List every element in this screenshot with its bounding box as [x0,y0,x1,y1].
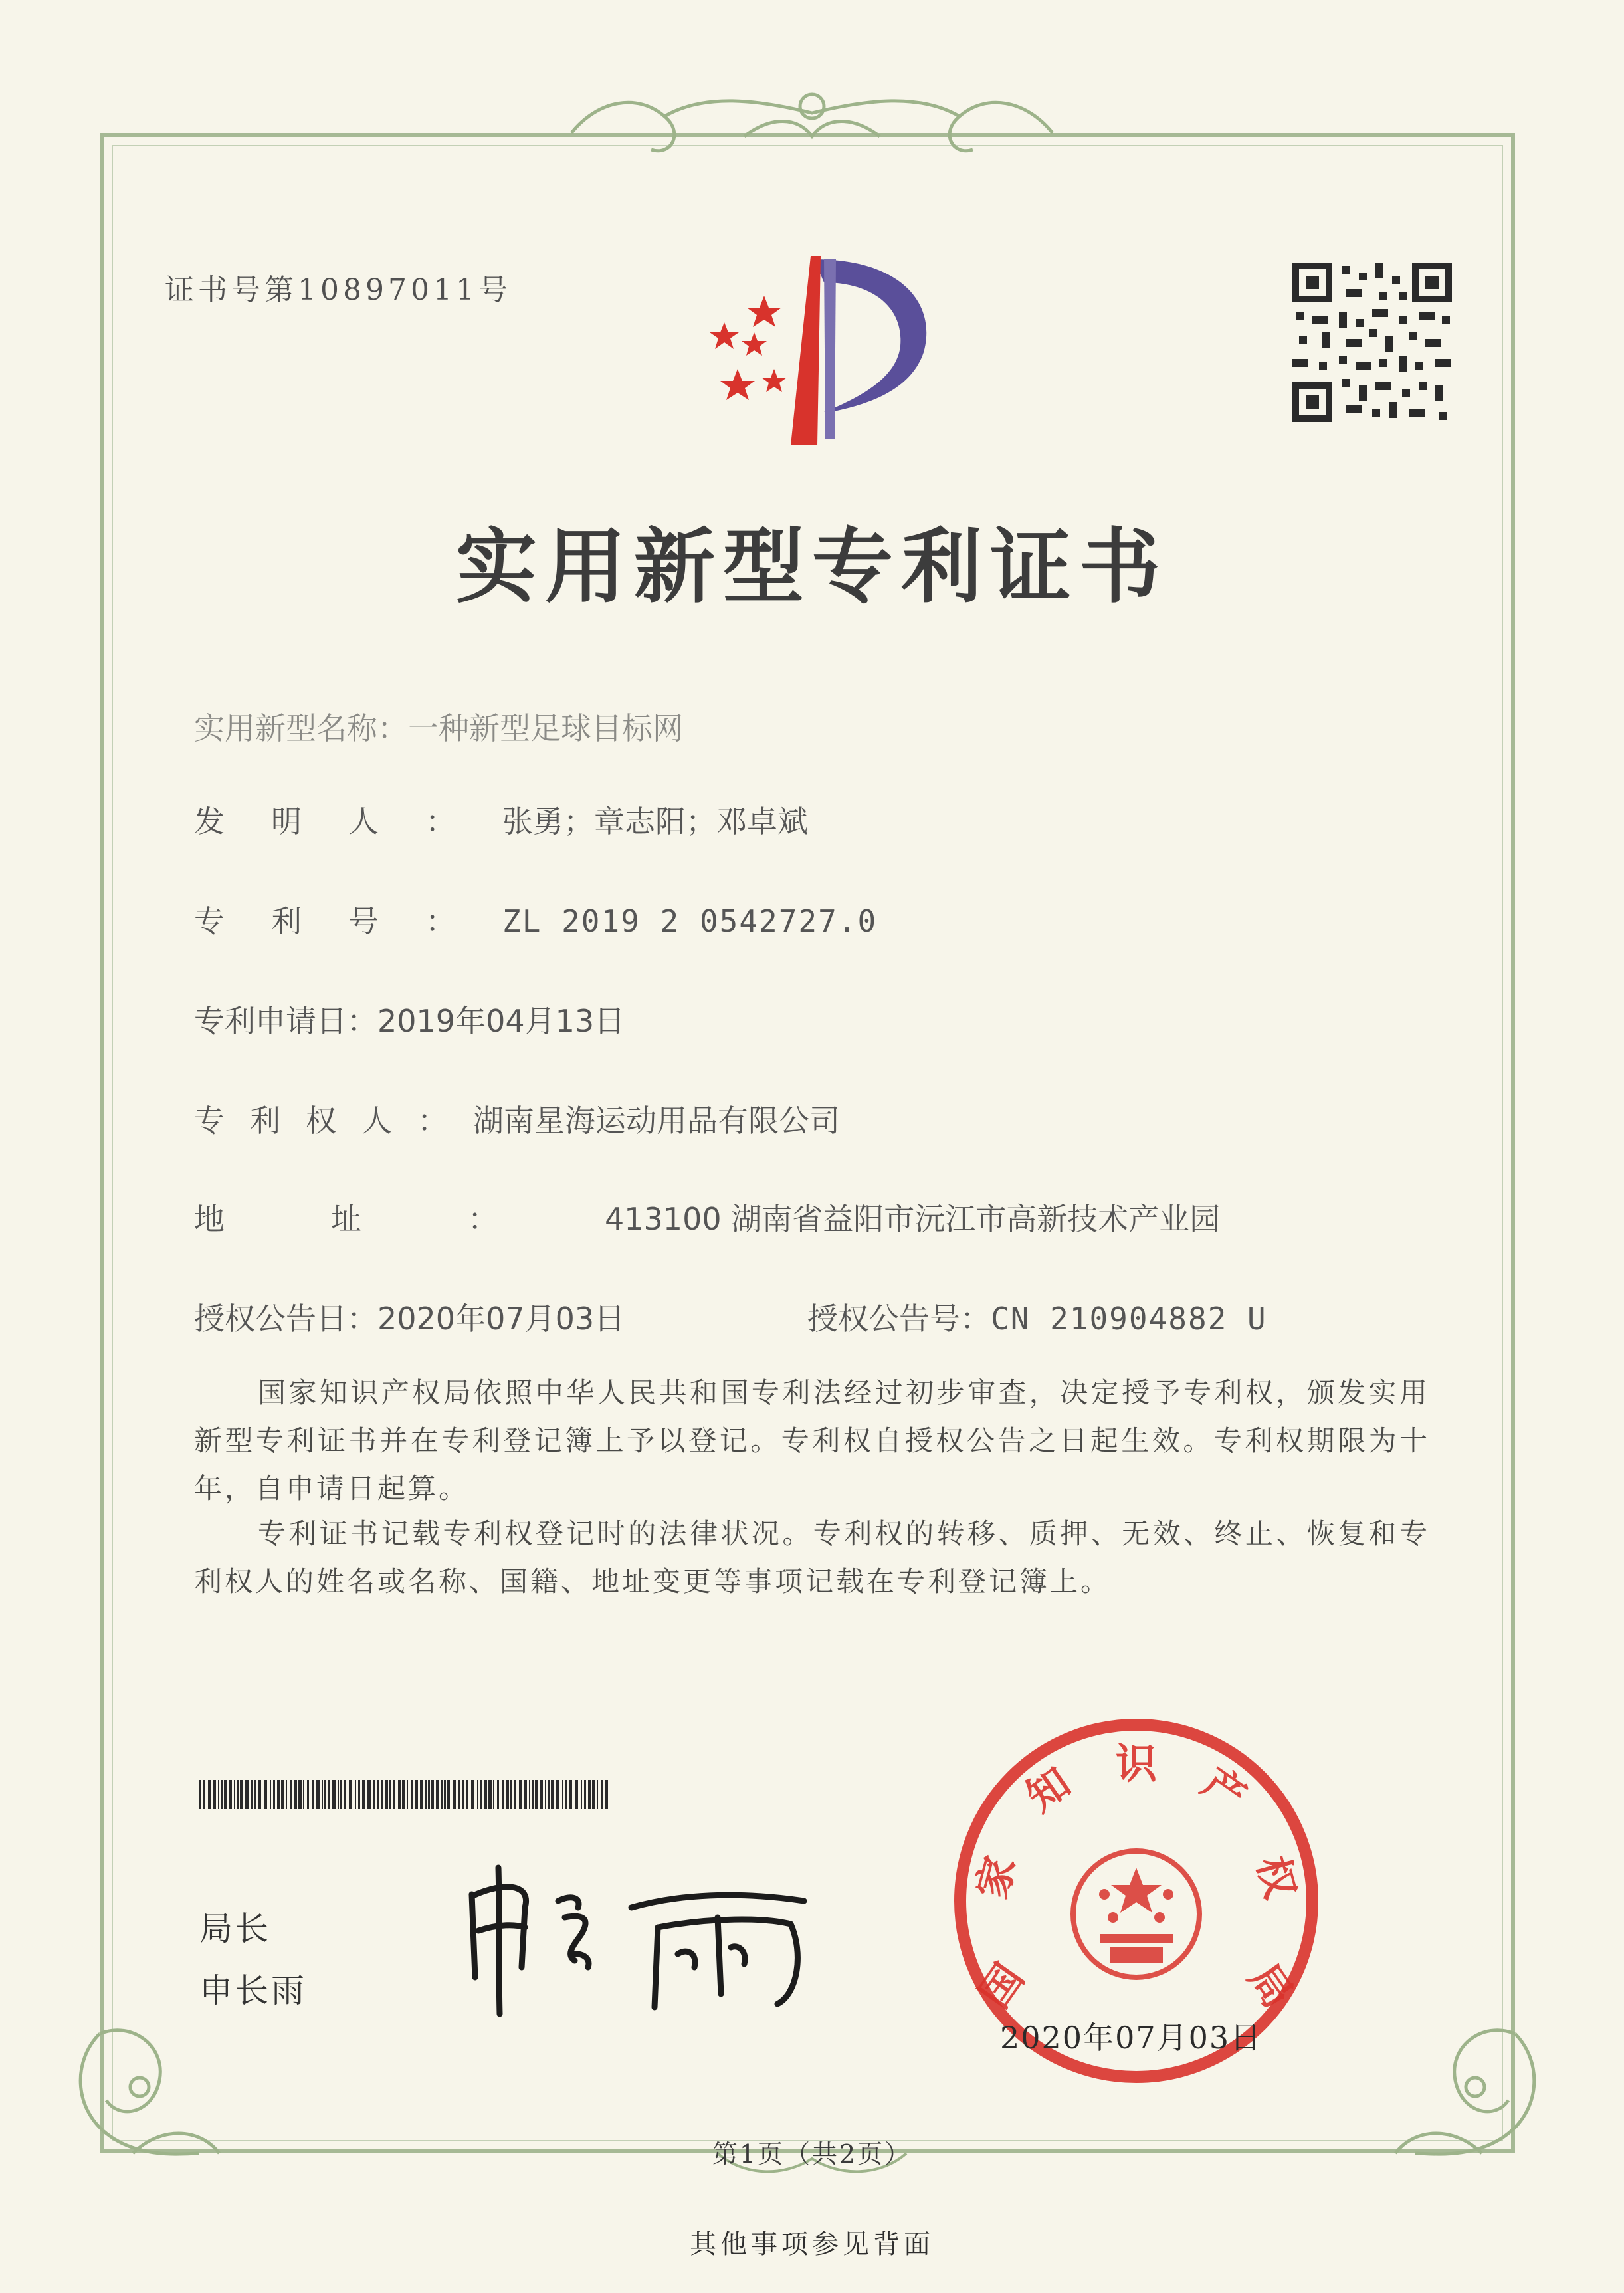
barcode-bar [562,1780,563,1809]
barcode-bar [199,1780,201,1809]
barcode-bar [462,1780,464,1809]
barcode-bar [221,1780,223,1809]
grant-date-label: 授权公告日： [194,1301,377,1337]
barcode-bar [307,1780,309,1809]
barcode-bar [298,1780,302,1809]
barcode-bar [245,1780,249,1809]
svg-text:权: 权 [1247,1851,1306,1904]
barcode-bar [415,1780,418,1809]
barcode-bar [281,1780,284,1809]
field-address [194,1195,1220,1239]
barcode-bar [545,1780,546,1809]
barcode-bar [340,1780,342,1809]
field-utility-model-name [194,705,683,748]
barcode-bar [519,1780,522,1809]
barcode-bar [303,1780,304,1809]
svg-text:产: 产 [1193,1757,1255,1822]
barcode-bar [548,1780,550,1809]
field-patentee [194,1097,840,1141]
barcode-bar [402,1780,405,1809]
certificate-number-label: 证书号第 [165,273,298,307]
barcode-bar [592,1780,595,1809]
barcode-bar [218,1780,219,1809]
barcode-bar [514,1780,516,1809]
director-signature [458,1854,831,2027]
barcode-bar [373,1780,375,1809]
filing-date-value: 2019年04月13日 [377,1003,625,1039]
director-title: 局长 [199,1910,271,1948]
barcode-bar [229,1780,232,1809]
barcode-bar [349,1780,352,1809]
footer-note: 其他事项参见背面 [690,2229,934,2260]
barcode-bar [344,1780,346,1809]
barcode-bar [581,1780,582,1809]
barcode-bar [324,1780,326,1809]
barcode-bar [436,1780,439,1809]
barcode-bar [240,1780,243,1809]
patentee-value: 湖南星海运动用品有限公司 [473,1103,840,1139]
barcode-bar [466,1780,468,1809]
body-paragraph-1: 国家知识产权局依照中华人民共和国专利法经过初步审查，决定授予专利权，颁发实用新型专利证书并在专利登记簿上予以登记。专利权自授权公告之日起生效。专利权期限为十年，自申请日起算。 [194,1376,1430,1505]
barcode-bar [270,1780,271,1809]
barcode-bar [575,1780,578,1809]
field-filing-date [194,997,625,1041]
barcode-bar [540,1780,543,1809]
barcode-bar [441,1780,443,1809]
barcode-bar [477,1780,478,1809]
barcode-bar [506,1780,509,1809]
barcode-bar [484,1780,487,1809]
certificate-number-value: 10897011 [298,273,478,307]
barcode-bar [453,1780,456,1809]
address-label: 地址： [194,1201,605,1237]
barcode-bar [254,1780,256,1809]
barcode-bar [584,1780,586,1809]
barcode-bar [312,1780,314,1809]
barcode-bar [224,1780,227,1809]
utility-model-name-value: 一种新型足球目标网 [408,710,683,746]
barcode-bar [393,1780,395,1809]
director-name: 申长雨 [199,1971,307,2010]
barcode [199,1780,611,1809]
barcode-bar [407,1780,408,1809]
barcode-bar [532,1780,534,1809]
grant-number-value: CN 210904882 U [991,1301,1267,1337]
body-paragraph-2: 专利证书记载专利权登记时的法律状况。专利权的转移、质押、无效、终止、恢复和专利权人的姓名或名称、国籍、地址变更等事项记载在专利登记簿上。 [194,1517,1430,1598]
field-grant-date [194,1295,625,1339]
certificate-title: 实用新型专利证书 [456,520,1168,614]
barcode-bar [431,1780,434,1809]
barcode-bar [493,1780,494,1809]
barcode-bar [338,1780,339,1809]
barcode-bar [601,1780,603,1809]
barcode-bar [358,1780,360,1809]
barcode-bar [535,1780,538,1809]
utility-model-name-label: 实用新型名称： [194,710,408,746]
svg-text:局: 局 [1239,1955,1303,2017]
barcode-bar [258,1780,261,1809]
barcode-bar [316,1780,320,1809]
barcode-bar [569,1780,572,1809]
barcode-bar [458,1780,460,1809]
barcode-bar [385,1780,388,1809]
barcode-bar [203,1780,205,1809]
barcode-bar [524,1780,527,1809]
barcode-bar [529,1780,530,1809]
barcode-bar [290,1780,292,1809]
patent-number-value: ZL 2019 2 0542727.0 [502,903,878,939]
barcode-bar [605,1780,608,1809]
barcode-bar [367,1780,371,1809]
barcode-bar [447,1780,450,1809]
barcode-bar [551,1780,554,1809]
barcode-bar [597,1780,598,1809]
barcode-bar [444,1780,446,1809]
patent-number-label: 专利号： [194,903,502,939]
field-inventor [194,798,808,841]
barcode-bar [502,1780,504,1809]
barcode-bar [389,1780,391,1809]
barcode-bar [251,1780,253,1809]
barcode-bar [362,1780,365,1809]
barcode-bar [588,1780,591,1809]
barcode-bar [497,1780,499,1809]
barcode-bar [277,1780,280,1809]
grant-number-label: 授权公告号： [807,1301,991,1337]
barcode-bar [286,1780,287,1809]
patentee-label: 专利权人： [194,1103,473,1139]
grant-date-value: 2020年07月03日 [377,1301,625,1337]
svg-text:家: 家 [967,1851,1025,1904]
barcode-bar [381,1780,383,1809]
field-grant-number [807,1295,1267,1339]
barcode-bar [510,1780,512,1809]
svg-text:识: 识 [1115,1739,1158,1788]
barcode-bar [471,1780,474,1809]
filing-date-label: 专利申请日： [194,1003,377,1039]
barcode-bar [264,1780,267,1809]
barcode-bar [420,1780,423,1809]
barcode-bar [425,1780,427,1809]
barcode-bar [234,1780,235,1809]
patent-office-emblem [684,246,950,452]
barcode-bar [328,1780,330,1809]
barcode-bar [322,1780,323,1809]
certificate-number-suffix: 号 [478,273,512,307]
address-value: 413100 湖南省益阳市沅江市高新技术产业园 [605,1201,1221,1237]
barcode-bar [565,1780,567,1809]
barcode-bar [398,1780,401,1809]
inventor-value: 张勇；章志阳；邓卓斌 [502,804,808,839]
svg-text:国: 国 [969,1955,1034,2017]
barcode-bar [273,1780,275,1809]
barcode-bar [208,1780,211,1809]
barcode-bar [377,1780,379,1809]
inventor-label: 发明人： [194,804,502,839]
barcode-bar [556,1780,559,1809]
barcode-bar [237,1780,239,1809]
barcode-bar [488,1780,492,1809]
qr-code [1292,263,1452,422]
barcode-bar [332,1780,336,1809]
page-number: 第1页（共2页） [712,2139,912,2169]
barcode-bar [480,1780,482,1809]
barcode-bar [294,1780,297,1809]
barcode-bar [213,1780,216,1809]
barcode-bar [428,1780,430,1809]
seal-date: 2020年07月03日 [1000,2020,1263,2056]
certificate-number [165,266,512,308]
field-patent-number [194,897,877,941]
barcode-bar [411,1780,413,1809]
svg-text:知: 知 [1017,1757,1080,1822]
barcode-bar [355,1780,356,1809]
